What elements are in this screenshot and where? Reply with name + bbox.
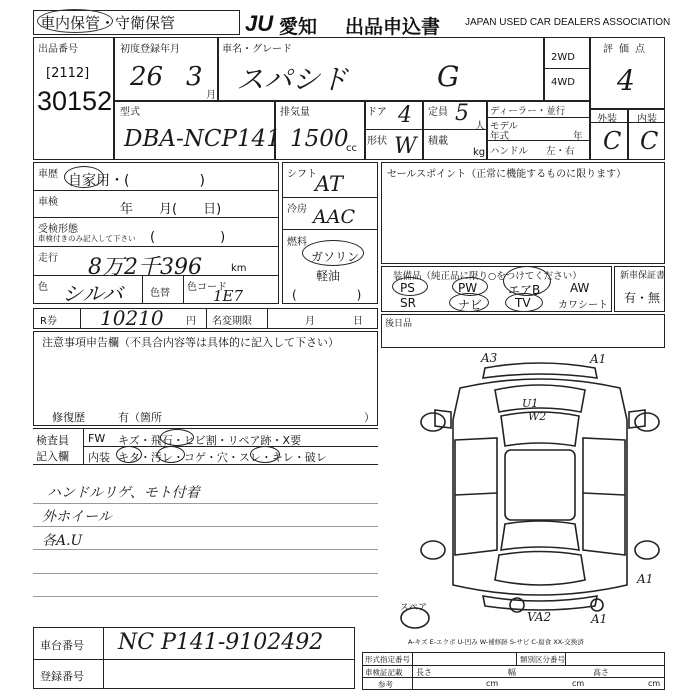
car-name-label: 車名・グレード [222, 44, 292, 55]
equip-tv: TV [515, 296, 531, 310]
mileage-value: 8万2千396 [88, 255, 202, 280]
seats-value: 5 [455, 101, 469, 126]
model-year-label: モデル [490, 121, 519, 132]
mileage-label: 走行 [38, 253, 58, 264]
color-value: シルバ [62, 282, 124, 306]
load-label: 積載 [428, 136, 448, 147]
spare-label: スペア [400, 603, 428, 613]
circle-tv [505, 293, 543, 312]
first-reg-label: 初度登録年月 [120, 44, 180, 55]
equip-navi: ナビ [458, 298, 483, 312]
doors-label: ドア [367, 107, 387, 118]
inspector-entry-label: 記入欄 [36, 450, 69, 463]
damage-legend: A-キズ E-エクボ U-凹み W-補修跡 S-サビ C-腐食 XX-交換済 [408, 638, 584, 646]
doors-value: 4 [398, 103, 412, 128]
left-mirror [435, 410, 451, 428]
color-code-label: 色コード [187, 282, 227, 293]
recycle-label: R券 [40, 316, 57, 327]
fuel-paren: ( ) [292, 288, 362, 302]
drive-2wd: 2WD [551, 52, 575, 63]
cooling-label: 冷房 [287, 204, 307, 215]
hood [495, 385, 585, 412]
mark-a1-right: A1 [637, 572, 654, 586]
registration-label: 登録番号 [40, 670, 84, 683]
handle-options: 左・右 [546, 146, 575, 157]
first-reg-month: 3 [186, 62, 203, 92]
repair-value: 有（箇所 [118, 411, 162, 424]
seats-unit: 人 [475, 121, 485, 132]
equip-ps: PS [400, 281, 415, 295]
fuel-label: 燃料 [287, 237, 307, 248]
history-label: 車歴 [38, 169, 58, 180]
rating-score: 4 [617, 64, 635, 97]
color-change-label: 色替 [150, 288, 170, 299]
car-grade-value: G [437, 60, 460, 93]
rear-window [501, 521, 579, 550]
inspector-label: 検査員 [36, 434, 69, 447]
seats-label: 定員 [428, 107, 448, 118]
comment-3: 各A.U [42, 533, 83, 549]
first-reg-year: 26 [130, 62, 164, 92]
rating-exterior: C [603, 127, 622, 155]
lot-number: 30152 [37, 86, 113, 116]
lot-bracket-code: [2112] [46, 66, 90, 81]
circle-wear [250, 446, 280, 463]
right-doors [583, 438, 625, 555]
rating-exterior-label: 外装 [597, 114, 617, 125]
circle-ps [392, 277, 428, 296]
deadline-month: 月 [305, 316, 315, 327]
circle-dirt [157, 446, 185, 463]
fuel-circle [302, 240, 364, 266]
size-label: 車検証記載 [365, 668, 403, 677]
equip-airbag: エアB [508, 283, 541, 297]
dealer-label: ディーラー・並行 [490, 106, 566, 117]
first-reg-month-unit: 月 [206, 90, 216, 101]
equip-aw: AW [570, 281, 590, 295]
sales-points-label: セールスポイント（正常に機能するものに限ります） [387, 169, 627, 180]
shape-label: 形状 [367, 136, 387, 147]
chassis-value: NC P141-9102492 [118, 630, 324, 655]
car-diagram [405, 350, 675, 630]
fw-items: キズ・飛石・ヒビ割・リペア跡・X要 [118, 434, 302, 447]
fuel-petrol: ガソリン [311, 250, 360, 264]
car-name-value: スパシド [236, 63, 349, 96]
receipt-paren: ( ) [150, 230, 226, 245]
form-title: 出品申込書 [345, 16, 441, 38]
rear-item-label: 後日品 [385, 319, 413, 329]
storage-circle [37, 9, 113, 33]
equip-sr: SR [400, 296, 416, 310]
receipt-note: 車検付きのみ記入して下さい [38, 234, 136, 243]
inspection-value: 年 月( 日) [120, 202, 222, 217]
height-unit: cm [648, 679, 661, 688]
load-unit: kg [473, 147, 486, 158]
circle-navi [449, 293, 489, 312]
drive-4wd: 4WD [551, 77, 575, 88]
recycle-unit: 円 [186, 316, 196, 327]
shape-value: W [394, 134, 417, 159]
notes-label: 注意事項申告欄（不具合内容等は具体的に記入して下さい） [42, 336, 339, 349]
year-type-label: 年式 [490, 131, 510, 142]
width-label: 幅 [508, 668, 516, 677]
mark-a3: A3 [481, 351, 498, 365]
front-bumper [483, 363, 597, 378]
history-value: 自家用・( ) [68, 173, 205, 189]
logo-text: 愛知 [279, 16, 318, 38]
deadline-day: 日 [353, 316, 363, 327]
length-unit: cm [486, 679, 499, 688]
mileage-unit: km [231, 263, 247, 274]
color-label: 色 [38, 282, 48, 293]
height-label: 高さ [593, 668, 609, 677]
warranty-value: 有・無 [624, 291, 661, 305]
deadline-label: 名変期限 [212, 316, 252, 327]
wheel-fr [635, 413, 659, 431]
fw-label: FW [88, 432, 106, 445]
cert-label: 形式指定番号 [365, 655, 410, 664]
logo-mark: JU [245, 11, 274, 36]
displacement-value: 1500 [290, 126, 349, 152]
rating-label: 評価点 [603, 44, 651, 55]
lot-label: 出品番号 [38, 44, 78, 55]
rating-interior: C [640, 127, 659, 155]
wheel-rl [421, 541, 445, 559]
right-mirror [629, 410, 645, 428]
handle-label: ハンドル [490, 146, 529, 157]
equipment-label: 装備品（純正品に限り○をつけてください） [393, 271, 582, 282]
mark-a1-top: A1 [590, 352, 607, 366]
model-value: DBA-NCP141 [124, 126, 281, 152]
cooling-value: AAC [313, 206, 355, 228]
interior-label: 内装 [88, 451, 110, 464]
displacement-unit: cc [346, 143, 357, 154]
circle-airbag [503, 266, 551, 296]
mark-va2: VA2 [527, 610, 552, 624]
width-unit: cm [572, 679, 585, 688]
shift-label: シフト [287, 169, 317, 180]
circle-stain [116, 446, 142, 463]
warranty-label: 新車保証書 [620, 271, 666, 281]
interior-items: キタ・汚レ・コゲ・穴・スレ・キレ・破レ [118, 451, 327, 464]
receipt-label: 受検形態 [38, 224, 78, 235]
wheel-fl [421, 413, 445, 431]
rear-item-box [381, 314, 665, 348]
model-label: 型式 [120, 107, 140, 118]
association-name: JAPAN USED CAR DEALERS ASSOCIATION [465, 17, 671, 28]
left-doors [455, 438, 497, 555]
repair-label: 修復歴 [52, 411, 85, 424]
ref-label: 参考 [378, 680, 393, 689]
rear-bumper [483, 596, 597, 610]
fuel-diesel: 軽油 [316, 269, 341, 283]
chassis-label: 車台番号 [40, 639, 84, 652]
length-label: 長さ [416, 668, 432, 677]
equip-leather: カワシート [558, 300, 608, 311]
circle-chip [160, 429, 194, 446]
wheel-rr [635, 541, 659, 559]
year-unit: 年 [573, 131, 583, 142]
mark-w2: W2 [528, 410, 547, 423]
trunk [495, 552, 585, 586]
mark-a1-bottom: A1 [591, 612, 608, 626]
displacement-label: 排気量 [280, 107, 310, 118]
mark-u1: U1 [522, 397, 539, 410]
class-label: 類別区分番号 [520, 655, 565, 664]
comment-2: 外ホイール [42, 509, 112, 525]
inspection-label: 車検 [38, 197, 58, 208]
history-circle [64, 166, 104, 188]
equip-pw: PW [458, 281, 478, 295]
comment-1: ハンドルリゲ、モト付着 [47, 485, 200, 501]
repair-close: ） [364, 411, 375, 424]
recycle-value: 10210 [100, 306, 164, 330]
shift-value: AT [315, 172, 344, 196]
roof [505, 450, 575, 520]
storage-label: 車内保管・守衛保管 [40, 14, 176, 32]
rating-interior-label: 内装 [637, 114, 657, 125]
color-code-value: 1E7 [213, 287, 244, 305]
